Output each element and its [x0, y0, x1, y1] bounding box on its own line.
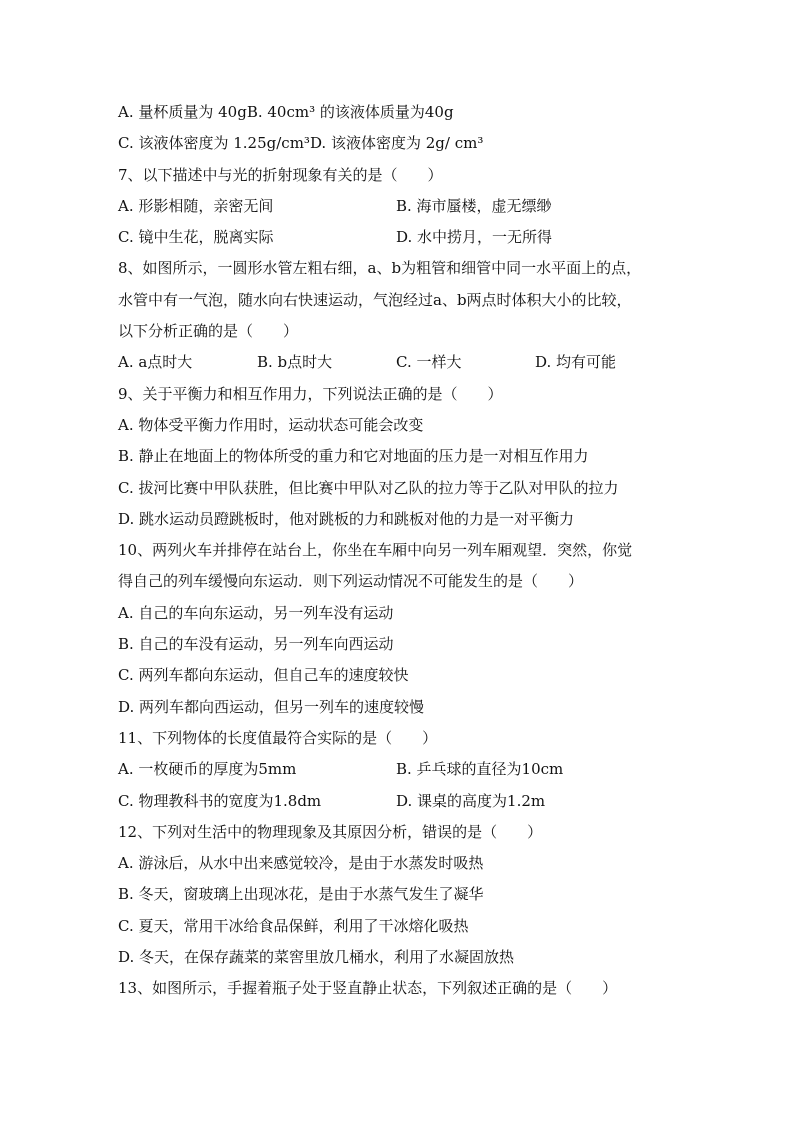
q6-options-cd: C. 该液体密度为 1.25g/cm³D. 该液体密度为 2g/ cm³	[118, 134, 484, 153]
q12-option-d: D. 冬天，在保存蔬菜的菜窖里放几桶水，利用了水凝固放热	[118, 948, 515, 967]
q7-option-c: C. 镜中生花，脱离实际	[118, 228, 274, 247]
q10-option-b: B. 自己的车没有运动，另一列车向西运动	[118, 635, 394, 654]
q8-stem-line3: 以下分析正确的是（ ）	[118, 322, 299, 341]
q6-options-ab: A. 量杯质量为 40gB. 40cm³ 的该液体质量为40g	[118, 103, 454, 121]
q8-option-d: D. 均有可能	[535, 353, 617, 372]
q12-option-a: A. 游泳后，从水中出来感觉较冷，是由于水蒸发时吸热	[118, 854, 484, 873]
q7-options-row2	[118, 222, 678, 253]
q12-option-b: B. 冬天，窗玻璃上出现冰花，是由于水蒸气发生了凝华	[118, 885, 484, 904]
q7-option-b: B. 海市蜃楼，虚无缥缈	[396, 196, 552, 215]
q8-stem-line2: 水管中有一气泡，随水向右快速运动，气泡经过a、b两点时体积大小的比较，	[118, 290, 632, 309]
question-list	[118, 97, 678, 1005]
q8-option-c: C. 一样大	[396, 353, 462, 372]
q8-option-b: B. b点时大	[257, 353, 333, 372]
q11-options-row2	[118, 786, 678, 817]
q8-options	[118, 347, 678, 378]
q7-options-row1	[118, 191, 678, 222]
q11-option-d: D. 课桌的高度为1.2m	[396, 791, 546, 810]
q10-option-c: C. 两列车都向东运动，但自己车的速度较快	[118, 666, 409, 685]
q9-option-b: B. 静止在地面上的物体所受的重力和它对地面的压力是一对相互作用力	[118, 447, 589, 466]
q7-stem: 7、以下描述中与光的折射现象有关的是（ ）	[118, 165, 443, 184]
q10-stem-line2: 得自己的列车缓慢向东运动．则下列运动情况不可能发生的是（ ）	[118, 572, 584, 591]
q7-option-a: A. 形影相随，亲密无间	[118, 196, 274, 215]
q9-option-d: D. 跳水运动员蹬跳板时，他对跳板的力和跳板对他的力是一对平衡力	[118, 509, 575, 528]
q9-option-a: A. 物体受平衡力作用时，运动状态可能会改变	[118, 415, 424, 434]
q12-option-c: C. 夏天，常用干冰给食品保鲜，利用了干冰熔化吸热	[118, 916, 469, 935]
q12-stem: 12、下列对生活中的物理现象及其原因分析，错误的是（ ）	[118, 822, 543, 841]
q11-option-a: A. 一枚硬币的厚度为5mm	[118, 760, 297, 779]
q11-stem: 11、下列物体的长度值最符合实际的是（ ）	[118, 728, 438, 747]
q10-stem-line1: 10、两列火车并排停在站台上，你坐在车厢中向另一列车厢观望．突然，你觉	[118, 541, 633, 560]
q7-option-d: D. 水中捞月，一无所得	[396, 228, 553, 247]
q8-stem-line1: 8、如图所示，一圆形水管左粗右细，a、b为粗管和细管中同一水平面上的点，	[118, 259, 642, 278]
q9-stem: 9、关于平衡力和相互作用力，下列说法正确的是（ ）	[118, 384, 503, 403]
q9-option-c: C. 拔河比赛中甲队获胜，但比赛中甲队对乙队的拉力等于乙队对甲队的拉力	[118, 478, 619, 497]
q10-option-d: D. 两列车都向西运动，但另一列车的速度较慢	[118, 697, 425, 716]
q13-stem: 13、如图所示，手握着瓶子处于竖直静止状态，下列叙述正确的是（ ）	[118, 979, 618, 998]
q8-option-a: A. a点时大	[118, 353, 193, 372]
q10-option-a: A. 自己的车向东运动，另一列车没有运动	[118, 603, 394, 622]
q11-options-row1	[118, 754, 678, 785]
q11-option-c: C. 物理教科书的宽度为1.8dm	[118, 791, 322, 810]
q11-option-b: B. 乒乓球的直径为10cm	[396, 760, 564, 779]
